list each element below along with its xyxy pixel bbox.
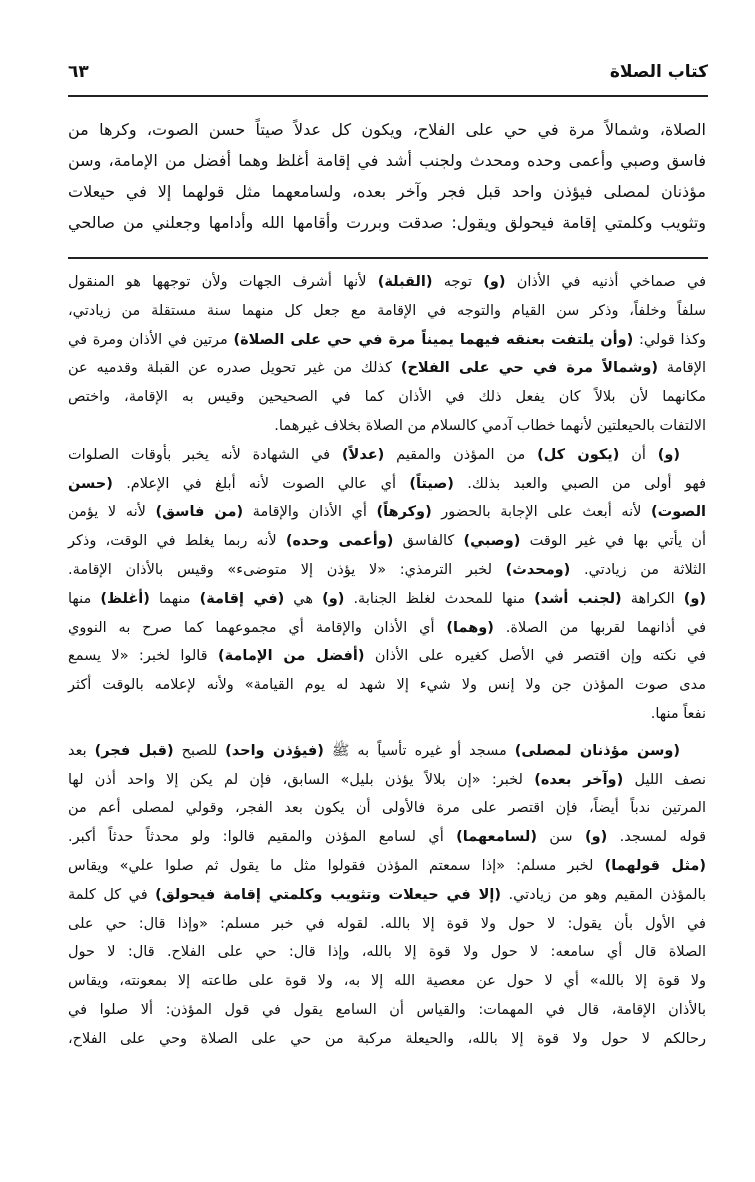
commentary-segment: في كل كلمة xyxy=(68,886,156,903)
commentary-segment: بعد xyxy=(68,742,95,759)
commentary-divider xyxy=(68,257,708,259)
commentary-segment: الصلاة قال أي سامعه: لا حول ولا قوة إلا بالله، وإذا قال: حي على الفلاح. قال: لا حول xyxy=(68,944,706,961)
matn-quote: (وأعمى وحده) xyxy=(285,533,394,550)
commentary-line xyxy=(68,297,706,326)
matn-quote: (وأن يلتفت بعنقه فيهما يميناً مرة في حي على الصلاة) xyxy=(233,331,634,348)
main-text xyxy=(68,114,706,238)
commentary-line xyxy=(68,326,706,355)
commentary-segment: كذلك من غير تحويل صدره عن القبلة وقدميه عن xyxy=(68,360,401,377)
commentary-segment: منهما xyxy=(149,590,200,607)
commentary-segment: في الأول بأن يقول: لا حول ولا قوة إلا بالله. لقوله في خبر مسلم: «وإذا قال: حي على xyxy=(68,915,706,932)
commentary-line xyxy=(68,794,706,823)
commentary-segment: وكذا قولي: xyxy=(633,331,706,348)
commentary-segment: في الشهادة لأنه يخبر بأوقات الصلوات xyxy=(68,446,342,463)
matn-quote: الصوت) xyxy=(651,504,706,521)
main-text-line: وتثويب وكلمتي إقامة فيحولق ويقول: صدقت وبررت وأقامها الله وأدامها وجعلني من صالحي xyxy=(68,213,706,232)
matn-quote: (وآخر بعده) xyxy=(534,771,624,788)
commentary-segment: بالأذان الإقامة، قال في المهمات: والقياس أن السامع يقول في قول المؤذن: ألا صلوا في xyxy=(68,1001,706,1018)
commentary-segment: الإقامة xyxy=(658,360,706,377)
matn-quote: (و) xyxy=(657,446,680,463)
commentary-segment: قالوا لخبر: «لا يسمع xyxy=(68,648,218,665)
matn-quote: (عدلاً) xyxy=(341,446,385,463)
matn-quote: (صيتاً) xyxy=(409,475,454,492)
matn-quote: (أفضل من الإمامة) xyxy=(217,648,365,665)
commentary-segment: في أذانهما لقربها من الصلاة. xyxy=(493,619,706,636)
commentary-line xyxy=(68,1025,706,1054)
commentary-segment: الكراهة xyxy=(621,590,684,607)
matn-quote: (ومحدث) xyxy=(505,561,571,578)
commentary-line xyxy=(68,910,706,939)
commentary-segment: الالتفات بالحيعلتين لأنهما خطاب آدمي كالسلام من الصلاة بخلاف غيرهما. xyxy=(274,417,706,434)
commentary-segment: لأنها أشرف الجهات ولأن توجهها هو المنقول xyxy=(68,274,378,290)
header-rule xyxy=(68,95,708,97)
matn-quote: (إلا في حيعلات وتثويب وكلمتي إقامة فيحولق) xyxy=(155,886,502,903)
commentary-line xyxy=(68,556,706,585)
commentary-line xyxy=(68,938,706,967)
commentary-segment: منها xyxy=(68,590,101,607)
commentary-line xyxy=(68,967,706,996)
chapter-title: كتاب الصلاة xyxy=(609,62,708,82)
commentary-text xyxy=(68,268,706,1054)
matn-quote: (أغلظ) xyxy=(100,590,150,607)
commentary-segment: توجه xyxy=(432,274,484,290)
matn-quote: (وصبي) xyxy=(463,533,521,550)
commentary-segment: أن xyxy=(619,446,658,463)
commentary-segment: سلفاً وخلفاً، وذكر سن القيام والتوجه في الإقامة مع جعل كل منهما سنة مستقلة من زيادتي، xyxy=(68,302,706,319)
main-text-line: فاسق وصبي وأعمى وحده ومحدث ولجنب أشد في إقامة أغلظ وهما أفضل من الإمامة، وسن xyxy=(68,151,706,170)
commentary-segment: مرتين في الأذان ومرة في xyxy=(68,331,234,348)
commentary-segment: فهو أولى من الصبي والعبد بذلك. xyxy=(453,475,707,492)
commentary-segment: المرتين ندباً أيضاً، فإن اقتصر على مرة فالأولى أن يكون بعد الفجر، وقولي لمصلى أعم من xyxy=(68,800,706,817)
commentary-line xyxy=(68,441,706,470)
main-text-line: الصلاة، وشمالاً مرة في حي على الفلاح، ويكون كل عدلاً صيتاً حسن الصوت، وكرها من xyxy=(68,120,706,139)
commentary-segment: لخبر مسلم: «إذا سمعتم المؤذن فقولوا مثل ما يقول ثم صلوا علي» ويقاس xyxy=(68,857,605,874)
commentary-segment: أي الأذان والإقامة xyxy=(243,504,377,521)
commentary-segment: أن يأتي بها في غير الوقت xyxy=(520,533,706,550)
commentary-line xyxy=(68,671,706,700)
commentary-segment: من المؤذن والمقيم xyxy=(384,446,538,463)
commentary-segment: مدى صوت المؤذن جن ولا إنس ولا شيء إلا شهد له يوم القيامة» ولأنه لإعلامه بالوقت أكثر xyxy=(68,677,706,694)
matn-quote: (القبلة) xyxy=(377,274,433,290)
matn-quote: (يكون كل) xyxy=(537,446,620,463)
matn-quote: (من فاسق) xyxy=(155,504,244,521)
matn-quote: (مثل قولهما) xyxy=(604,857,706,874)
matn-quote: (لجنب أشد) xyxy=(534,590,622,607)
main-text-line: مؤذنان لمصلى فيؤذن واحد قبل فجر وآخر بعده، ولسامعهما مثل قولهما إلا في حيعلات xyxy=(68,182,706,201)
commentary-segment: للصبح xyxy=(173,742,226,759)
commentary-segment: أي عالي الصوت لأنه أبلغ في الإعلام. xyxy=(112,475,410,492)
page-number: ٦٣ xyxy=(68,62,89,82)
commentary-segment: نصف الليل xyxy=(623,771,706,788)
commentary-line xyxy=(68,996,706,1025)
matn-quote: (في إقامة) xyxy=(199,590,285,607)
commentary-line xyxy=(68,737,706,766)
commentary-segment: ولا قوة إلا بالله» أي لا حول عن معصية الله إلا به، ولا قوة على طاعته إلا بمعونته، ويقاس xyxy=(68,973,706,990)
matn-quote: (فيؤذن واحد) xyxy=(225,742,324,759)
matn-quote: (و) xyxy=(483,274,506,290)
commentary-segment: مكانهما لأن بلالاً كان يفعل ذلك في الأذان كما في الصحيحين وقيس به الإقامة، واختص xyxy=(68,389,706,406)
commentary-line xyxy=(68,700,706,729)
commentary-line xyxy=(68,470,706,499)
commentary-segment: لأنه أبعث على الإجابة بالحضور xyxy=(431,504,651,521)
commentary-segment: في نكته وإن اقتصر في الأصل كغيره على الأذان xyxy=(364,648,706,665)
matn-quote: (و) xyxy=(322,590,345,607)
commentary-line xyxy=(68,498,706,527)
commentary-segment: هي xyxy=(284,590,323,607)
matn-quote: (وشمالاً مرة في حي على الفلاح) xyxy=(400,360,659,377)
matn-quote: (حسن xyxy=(68,475,113,492)
commentary-segment: أي الأذان والإقامة أي مجموعهما كما صرح به النووي xyxy=(68,619,447,636)
commentary-line xyxy=(68,354,706,383)
commentary-segment: لأنه ربما يغلط في الوقت، وذكر xyxy=(68,533,286,550)
commentary-segment: لخبر الترمذي: «لا يؤذن إلا متوضىء» وقيس بالأذان الإقامة. xyxy=(68,561,506,578)
commentary-segment: مسجد أو غيره تأسياً به ﷺ xyxy=(323,742,515,759)
running-header xyxy=(68,62,708,88)
matn-quote: (قبل فجر) xyxy=(94,742,174,759)
commentary-line xyxy=(68,268,706,297)
commentary-segment: نفعاً منها. xyxy=(650,705,706,722)
commentary-segment: بالمؤذن المقيم وهو من زيادتي. xyxy=(501,886,706,903)
commentary-line xyxy=(68,881,706,910)
commentary-line xyxy=(68,585,706,614)
commentary-line xyxy=(68,823,706,852)
commentary-line xyxy=(68,614,706,643)
commentary-line xyxy=(68,852,706,881)
commentary-segment: لأنه لا يؤمن xyxy=(68,504,156,521)
commentary-segment: منها للمحدث لغلظ الجنابة. xyxy=(344,590,535,607)
commentary-segment: في صماخي أذنيه في الأذان xyxy=(505,274,706,290)
matn-quote: (و) xyxy=(683,590,706,607)
commentary-line xyxy=(68,766,706,795)
matn-quote: (لسامعهما) xyxy=(456,829,537,846)
commentary-line xyxy=(68,412,706,441)
matn-quote: (و) xyxy=(584,829,608,846)
matn-quote: (وهما) xyxy=(446,619,494,636)
commentary-line xyxy=(68,383,706,412)
commentary-segment: أي لسامع المؤذن والمقيم قالوا: ولو محدثاً حدثاً أكبر. xyxy=(68,829,457,846)
commentary-segment: كالفاسق xyxy=(393,533,464,550)
commentary-segment: رحالكم لا حول ولا قوة إلا بالله، والحيعلة مركبة من حي على الصلاة وحي على الفلاح، xyxy=(68,1030,706,1047)
matn-quote: (وسن مؤذنان لمصلى) xyxy=(514,742,681,759)
commentary-line xyxy=(68,642,706,671)
commentary-segment: سن xyxy=(536,829,585,846)
commentary-segment: لخبر: «إن بلالاً يؤذن بليل» السابق، فإن لم يكن إلا واحد أذن لها xyxy=(68,771,535,788)
commentary-line xyxy=(68,527,706,556)
matn-quote: (وكرهاً) xyxy=(376,504,432,521)
commentary-segment: الثلاثة من زيادتي. xyxy=(570,561,707,578)
commentary-segment: قوله لمسجد. xyxy=(607,829,707,846)
